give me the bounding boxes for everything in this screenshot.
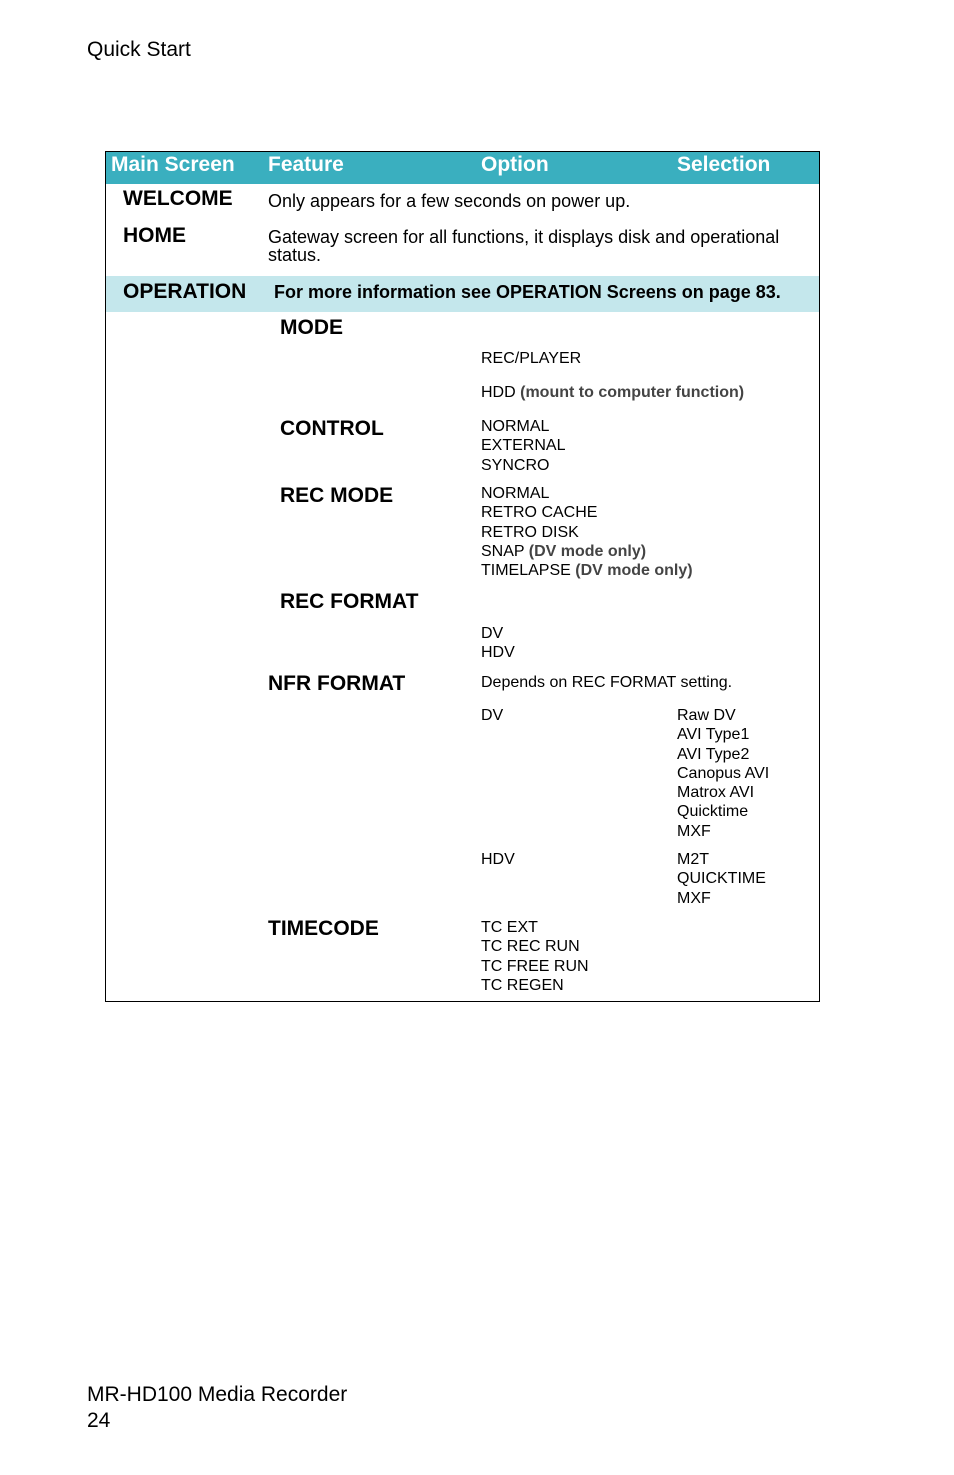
home-description	[268, 228, 779, 264]
mode-option-hdd-note: (mount to computer function)	[520, 384, 745, 401]
mode-option-hdd-label: HDD	[481, 384, 516, 401]
home-description-line-2: status.	[268, 245, 322, 265]
header-option: Option	[481, 153, 549, 176]
nfr-hdv-selection: M2T	[677, 851, 709, 868]
rec-mode-option-timelapse	[481, 561, 693, 580]
nfr-dv-selection: MXF	[677, 822, 711, 840]
nfr-option-dv: DV	[481, 707, 504, 724]
operation-note: For more information see OPERATION Screens on page 83.	[274, 282, 781, 302]
rec-mode-option: RETRO DISK	[481, 523, 579, 541]
nfr-format-note: Depends on REC FORMAT setting.	[481, 674, 733, 691]
home-label: HOME	[123, 224, 186, 247]
mode-option-rec-player: REC/PLAYER	[481, 350, 582, 367]
rec-format-option: DV	[481, 625, 504, 642]
nfr-dv-selection: Quicktime	[677, 803, 749, 821]
nfr-dv-selection: Raw DV	[677, 707, 736, 724]
control-label: CONTROL	[280, 417, 384, 440]
rec-mode-label: REC MODE	[280, 484, 394, 507]
nfr-hdv-selection: MXF	[677, 889, 711, 907]
rec-mode-option: RETRO CACHE	[481, 504, 598, 522]
snap-label: SNAP	[481, 542, 525, 560]
timecode-option: TC REGEN	[481, 976, 564, 994]
nfr-dv-selection: Matrox AVI	[677, 784, 755, 802]
running-header: Quick Start	[87, 38, 191, 61]
control-option: SYNCRO	[481, 456, 550, 474]
timecode-option: TC FREE RUN	[481, 957, 589, 975]
welcome-label: WELCOME	[123, 187, 233, 210]
nfr-dv-selection: AVI Type2	[677, 745, 750, 763]
snap-note: (DV mode only)	[528, 542, 647, 560]
control-option: NORMAL	[481, 418, 550, 435]
control-options	[481, 417, 565, 475]
rec-format-option: HDV	[481, 644, 515, 662]
page-number: 24	[87, 1409, 111, 1432]
nfr-hdv-selection: QUICKTIME	[677, 870, 766, 888]
rec-mode-option-snap	[481, 542, 693, 561]
timelapse-label: TIMELAPSE	[481, 562, 571, 580]
rec-format-label: REC FORMAT	[280, 590, 419, 613]
mode-label: MODE	[280, 316, 343, 339]
home-description-line-1: Gateway screen for all functions, it displays disk and operational	[268, 227, 780, 247]
timecode-options	[481, 918, 589, 995]
timecode-option: TC EXT	[481, 919, 538, 936]
nfr-dv-selection: Canopus AVI	[677, 764, 770, 782]
nfr-dv-selection: AVI Type1	[677, 726, 750, 744]
nfr-dv-selections	[677, 706, 769, 841]
header-feature: Feature	[268, 153, 344, 176]
footer-title: MR-HD100 Media Recorder	[87, 1383, 348, 1406]
welcome-description: Only appears for a few seconds on power up.	[268, 191, 631, 211]
rec-format-options	[481, 624, 515, 663]
timelapse-note: (DV mode only)	[575, 562, 693, 580]
timecode-option: TC REC RUN	[481, 938, 580, 956]
header-selection: Selection	[677, 153, 771, 176]
rec-mode-options	[481, 484, 693, 580]
nfr-option-hdv: HDV	[481, 851, 515, 868]
control-option: EXTERNAL	[481, 437, 566, 455]
timecode-label: TIMECODE	[268, 917, 379, 940]
rec-mode-option: NORMAL	[481, 485, 550, 502]
nfr-format-label: NFR FORMAT	[268, 672, 406, 695]
header-main-screen: Main Screen	[111, 153, 235, 176]
operation-label: OPERATION	[123, 280, 247, 303]
nfr-hdv-selections	[677, 850, 766, 908]
mode-option-hdd	[481, 383, 744, 402]
